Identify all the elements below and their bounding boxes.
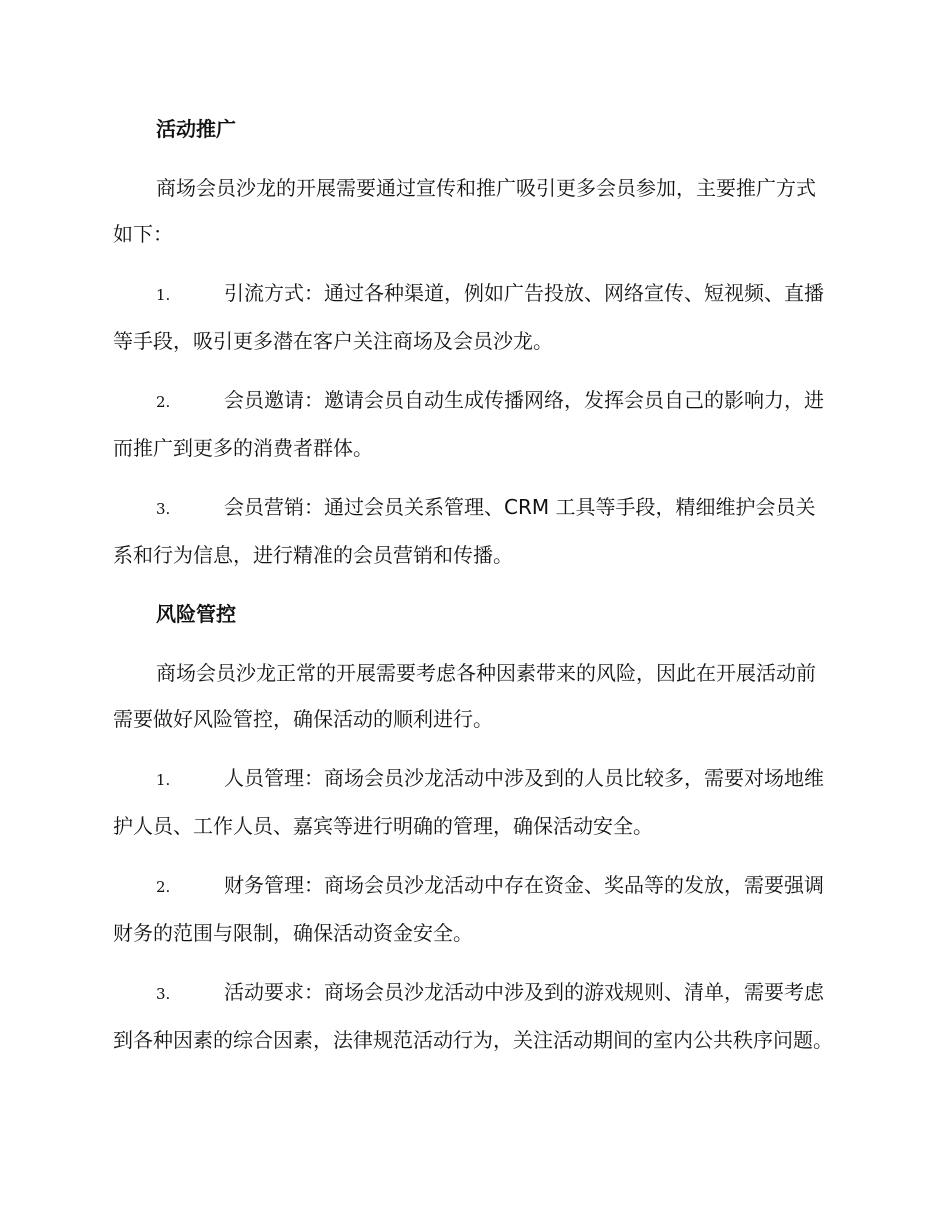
list-item-text: 会员邀请：邀请会员自动生成传播网络，发挥会员自己的影响力，进而推广到更多的消费者群体。	[113, 388, 824, 460]
numbered-list	[113, 755, 835, 1063]
list-item	[113, 270, 835, 364]
document-body	[113, 106, 835, 1076]
list-item-text: 会员营销：通过会员关系管理、CRM 工具等手段，精细维护会员关系和行为信息，进行精准的会员营销和传播。	[113, 495, 816, 567]
list-number: 2.	[156, 393, 171, 411]
list-number: 1.	[156, 771, 171, 789]
list-item-text: 人员管理：商场会员沙龙活动中涉及到的人员比较多，需要对场地维护人员、工作人员、嘉宾等进行明确的管理，确保活动安全。	[113, 766, 824, 838]
section-intro: 商场会员沙龙正常的开展需要考虑各种因素带来的风险，因此在开展活动前需要做好风险管控，确保活动的顺利进行。	[113, 661, 816, 731]
list-item	[113, 969, 835, 1063]
section-intro: 商场会员沙龙的开展需要通过宣传和推广吸引更多会员参加，主要推广方式如下：	[113, 176, 816, 246]
list-item	[113, 862, 835, 956]
list-item-text: 引流方式：通过各种渠道，例如广告投放、网络宣传、短视频、直播等手段，吸引更多潜在客户关注商场及会员沙龙。	[113, 281, 824, 353]
section-heading: 活动推广	[156, 117, 236, 141]
list-number: 3.	[156, 985, 171, 1003]
list-item	[113, 755, 835, 849]
list-number: 2.	[156, 878, 171, 896]
section-risk-control	[113, 591, 835, 1063]
list-item	[113, 484, 835, 578]
list-item	[113, 377, 835, 471]
list-number: 3.	[156, 500, 171, 518]
list-item-text: 活动要求：商场会员沙龙活动中涉及到的游戏规则、清单，需要考虑到各种因素的综合因素，法律规范活动行为，关注活动期间的室内公共秩序问题。	[113, 980, 833, 1052]
list-number: 1.	[156, 286, 171, 304]
section-activity-promotion	[113, 106, 835, 578]
section-heading: 风险管控	[156, 602, 236, 626]
list-item-text: 财务管理：商场会员沙龙活动中存在资金、奖品等的发放，需要强调财务的范围与限制，确保活动资金安全。	[113, 873, 824, 945]
numbered-list	[113, 270, 835, 578]
